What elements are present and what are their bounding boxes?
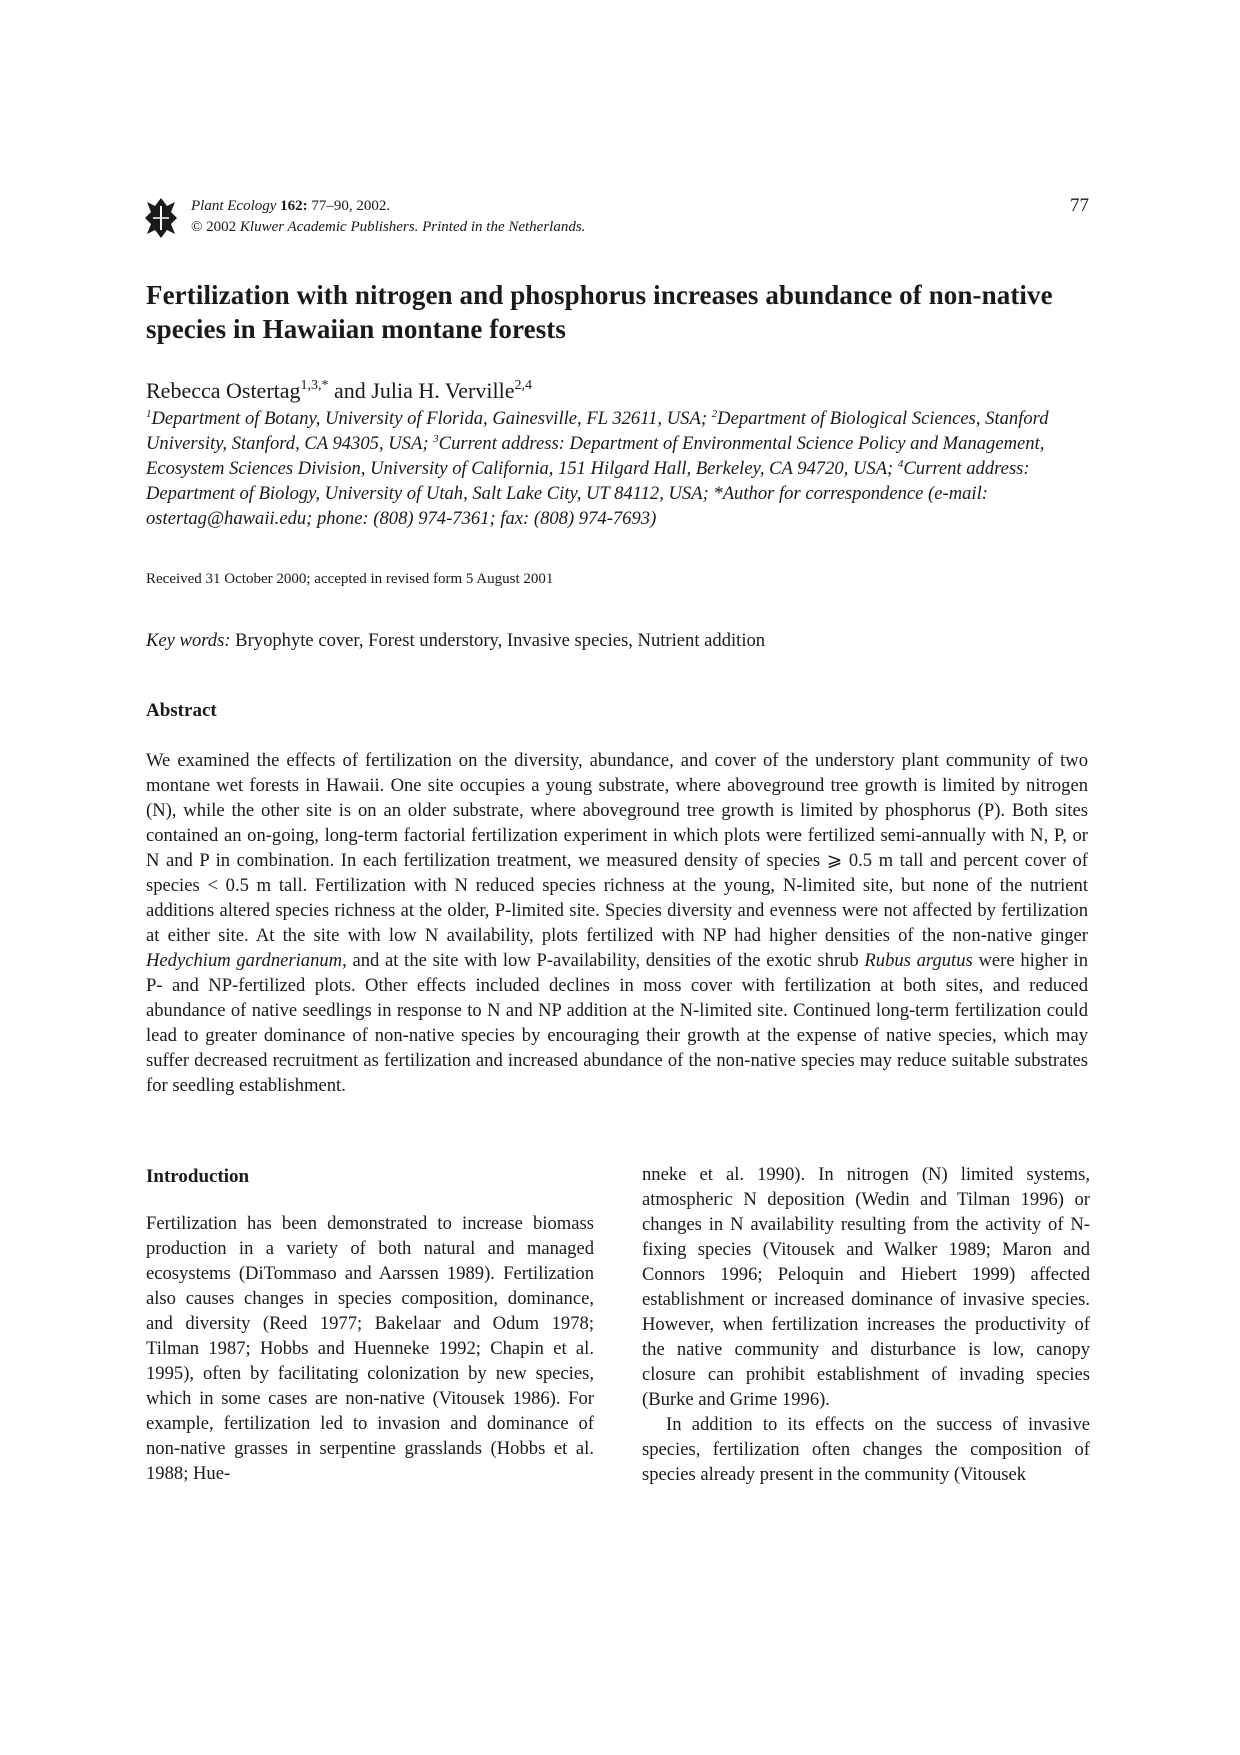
abstract-part-3: were higher in P- and NP-fertilized plots. Other effects included declines in moss cover with fertilization at both sites, and reduced abundance of native seedlings in response to N and NP addition at the N-limited site. Continued long-term fertilization could lead to greater dominance of non-native species by encouraging their growth at the expense of native species, which may suffer decreased recruitment as fertilization and increased abundance of the non-native species may reduce suitable substrates for seedling establishment. bbox=[146, 950, 1088, 1096]
keywords-text: Bryophyte cover, Forest understory, Invasive species, Nutrient addition bbox=[230, 630, 766, 651]
author-2-marks: 2,4 bbox=[514, 378, 532, 393]
journal-pages-year: 77–90, 2002. bbox=[311, 198, 391, 214]
affiliation-4-mark: 4 bbox=[897, 458, 904, 470]
affiliation-2: Department of Biological Sciences, Stanford University, Stanford, CA 94305, USA; bbox=[146, 408, 1049, 454]
author-1-marks: 1,3,* bbox=[300, 378, 329, 393]
affiliation-2-mark: 2 bbox=[711, 408, 718, 420]
abstract-species-hedychium: Hedychium gardnerianum bbox=[146, 950, 343, 971]
affiliation-3-mark: 3 bbox=[433, 433, 439, 445]
introduction-heading: Introduction bbox=[146, 1166, 250, 1187]
affiliations bbox=[146, 406, 1086, 531]
introduction-paragraph-1-continued: nneke et al. 1990). In nitrogen (N) limited systems, atmospheric N deposition (Wedin and Tilman 1996) or changes in N availability resulting from the activity of N-fixing species (Vitousek and Walker 1989; Maron and Connors 1996; Peloquin and Hiebert 1999) affected establishment or increased dominance of invasive species. However, when fertilization increases the productivity of the native community and disturbance is low, canopy closure can prohibit establishment of invading species (Burke and Grime 1996). bbox=[642, 1164, 1090, 1410]
kluwer-publisher-logo-icon bbox=[145, 196, 177, 240]
journal-line-2 bbox=[191, 217, 585, 238]
introduction-column-right bbox=[642, 1162, 1090, 1487]
copyright-symbol: © bbox=[191, 219, 203, 235]
publisher-line: Kluwer Academic Publishers. Printed in the Netherlands. bbox=[239, 219, 586, 235]
introduction-column-left bbox=[146, 1164, 594, 1486]
copyright-year: 2002 bbox=[206, 219, 237, 235]
author-line bbox=[146, 377, 532, 405]
affiliation-3: Current address: Department of Environmental Science Policy and Management, Ecosystem Sciences Division, University of California, 151 Hilgard Hall, Berkeley, CA 94720, USA; bbox=[146, 433, 1045, 479]
journal-volume: 162: bbox=[280, 198, 308, 214]
introduction-paragraph-1: Fertilization has been demonstrated to increase biomass production in a variety of both natural and managed ecosystems (DiTommaso and Aarssen 1989). Fertilization also causes changes in species composition, dominance, and diversity (Reed 1977; Bakelaar and Odum 1978; Tilman 1987; Hobbs and Huenneke 1992; Chapin et al. 1995), often by facilitating colonization by new species, which in some cases are non-native (Vitousek 1986). For example, fertilization led to invasion and dominance of non-native grasses in serpentine grasslands (Hobbs et al. 1988; Hue- bbox=[146, 1213, 594, 1484]
journal-citation bbox=[191, 196, 585, 238]
author-1-name: Rebecca Ostertag bbox=[146, 378, 301, 403]
received-dates: Received 31 October 2000; accepted in revised form 5 August 2001 bbox=[146, 571, 554, 587]
affiliation-1: Department of Botany, University of Florida, Gainesville, FL 32611, USA; bbox=[151, 408, 712, 429]
keywords-label: Key words: bbox=[146, 630, 231, 651]
abstract-text bbox=[146, 748, 1088, 1098]
journal-name: Plant Ecology bbox=[191, 198, 277, 214]
journal-line-1 bbox=[191, 196, 585, 217]
article-title: Fertilization with nitrogen and phosphorus increases abundance of non-native species in Hawaiian montane forests bbox=[146, 280, 1053, 344]
affiliation-4: Current address: Department of Biology, University of Utah, Salt Lake City, UT 84112, USA; *Author for correspondence (e-mail: ostertag@hawaii.edu; phone: (808) 974-7361; fax: (808) 974-7693) bbox=[146, 458, 1030, 529]
affiliation-1-mark: 1 bbox=[146, 408, 152, 420]
abstract-heading: Abstract bbox=[146, 700, 217, 721]
author-2-name: Julia H. Verville bbox=[371, 378, 515, 403]
page-number: 77 bbox=[1070, 195, 1089, 216]
abstract-species-rubus: Rubus argutus bbox=[864, 950, 973, 971]
keywords bbox=[146, 630, 765, 652]
author-joiner: and bbox=[328, 378, 372, 403]
abstract-part-1: We examined the effects of fertilization on the diversity, abundance, and cover of the understory plant community of two montane wet forests in Hawaii. One site occupies a young substrate, where aboveground tree growth is limited by nitrogen (N), while the other site is on an older substrate, where aboveground tree growth is limited by phosphorus (P). Both sites contained an on-going, long-term factorial fertilization experiment in which plots were fertilized semi-annually with N, P, or N and P in combination. In each fertilization treatment, we measured density of species ⩾ 0.5 m tall and percent cover of species < 0.5 m tall. Fertilization with N reduced species richness at the young, N-limited site, but none of the nutrient additions altered species richness at the older, P-limited site. Species diversity and evenness were not affected by fertilization at either site. At the site with low N availability, plots fertilized with NP had higher densities of the non-native ginger bbox=[146, 750, 1088, 946]
introduction-paragraph-2: In addition to its effects on the success of invasive species, fertilization often changes the composition of species already present in the community (Vitousek bbox=[642, 1414, 1090, 1485]
abstract-part-2: , and at the site with low P-availability, densities of the exotic shrub bbox=[342, 950, 865, 971]
